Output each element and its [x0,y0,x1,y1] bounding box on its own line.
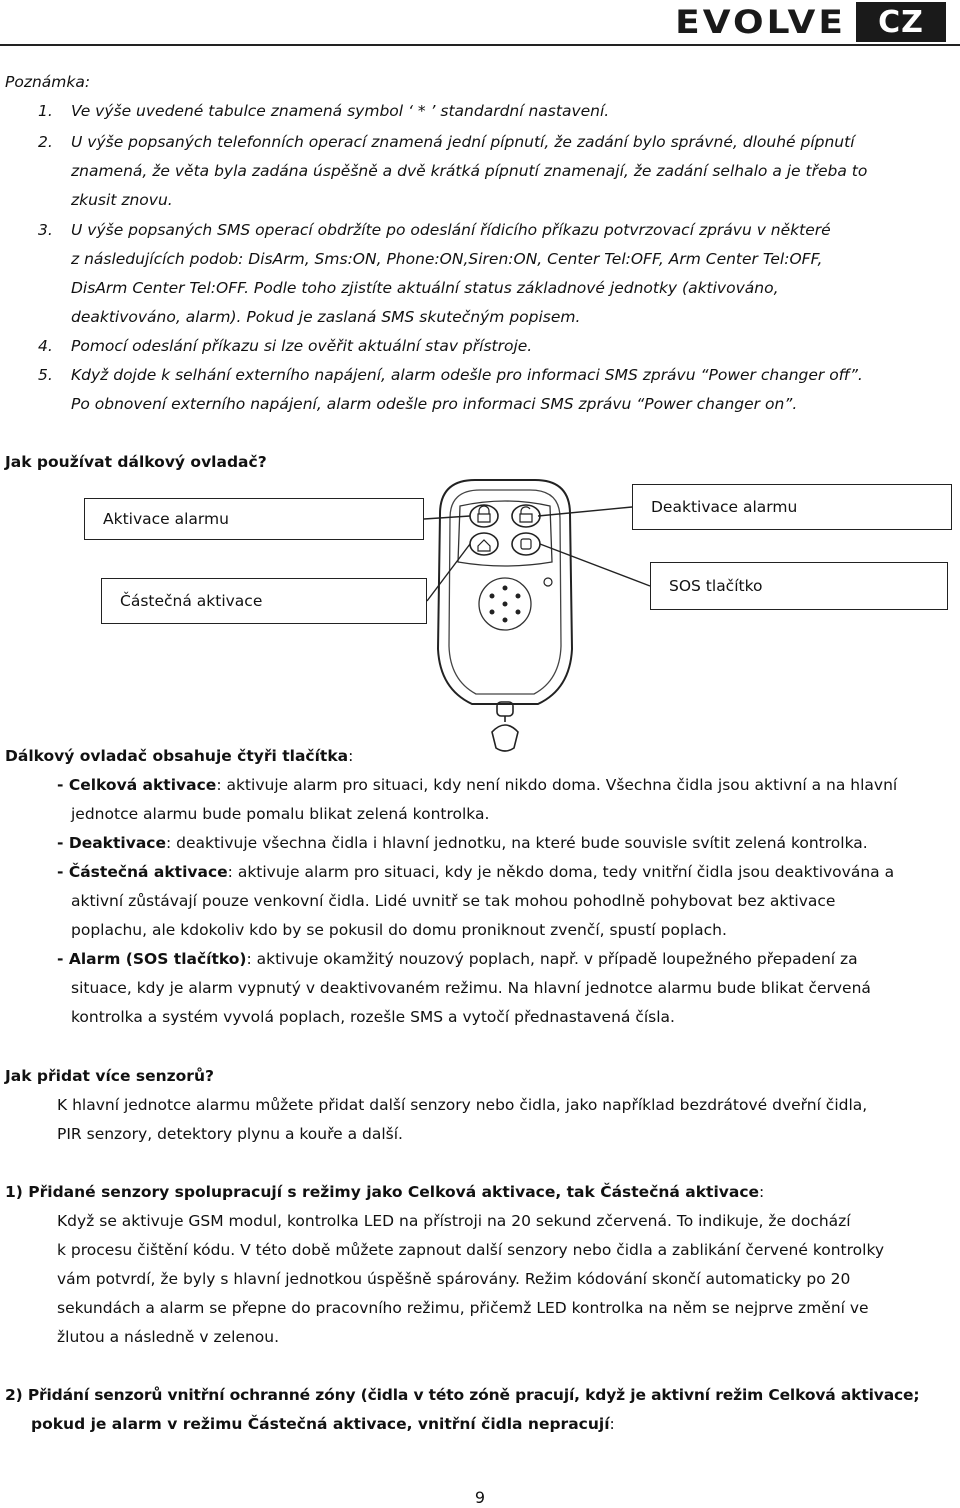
remote-item-line: kontrolka a systém vyvolá poplach, rozešle SMS a vytočí přednastavená čísla. [71,1008,675,1026]
label-disarm-text: Deaktivace alarmu [651,498,798,516]
remote-intro [5,746,353,766]
remote-item-arm [57,775,897,795]
connector-disarm [538,507,632,516]
note-line: Pomocí odeslání příkazu si lze ověřit aktuální stav přístroje. [71,337,533,355]
logo-text: EVOLVE [675,3,846,41]
item-dash: - [57,863,69,881]
section2-heading: 2) Přidání senzorů vnitřní ochranné zóny (čidla v této zóně pracují, když je aktivní režim Celková aktivace; [5,1386,920,1404]
note-line: zkusit znovu. [71,191,173,209]
remote-item-partial [57,862,894,882]
item-dash: - [57,950,69,968]
section1-line: vám potvrdí, že byly s hlavní jednotkou úspěšně spárovány. Režim kódování skončí automaticky po 20 [57,1270,851,1288]
section2-heading-line2 [31,1414,615,1434]
item-text: : aktivuje alarm pro situaci, kdy není nikdo doma. Všechna čidla jsou aktivní a na hlavní [216,776,898,794]
label-partial-text: Částečná aktivace [120,592,263,610]
note-line: U výše popsaných SMS operací obdržíte po odeslání řídicího příkazu potvrzovací zprávu v některé [71,221,831,239]
note-line: deaktivováno, alarm). Pokud je zaslaná SMS skutečným popisem. [71,308,581,326]
section1-heading [5,1182,764,1202]
item-dash: - [57,834,69,852]
item-term: Celková aktivace [68,776,217,794]
item-text: : deaktivuje všechna čidla i hlavní jednotku, na které bude souvisle svítit zelená kontrolka. [165,834,868,852]
remote-item-line: situace, kdy je alarm vypnutý v deaktivovaném režimu. Na hlavní jednotce alarmu bude blikat červená [71,979,871,997]
label-arm-text: Aktivace alarmu [103,510,229,528]
note-line: znamená, že věta byla zadána úspěšně a dvě krátká pípnutí znamenají, že zadání selhalo a je třeba to [71,162,868,180]
remote-intro-bold: Dálkový ovladač obsahuje čtyři tlačítka [5,747,349,765]
note-num-2: 2. [38,133,53,151]
section1-heading-colon: : [759,1183,765,1201]
note-line: Po obnovení externího napájení, alarm odešle pro informaci SMS zprávu “Power changer on”. [71,395,798,413]
section1-line: sekundách a alarm se přepne do pracovního režimu, přičemž LED kontrolka na něm se nejprve změní ve [57,1299,869,1317]
remote-intro-colon: : [348,747,354,765]
logo-country: CZ [856,2,946,42]
connector-arm [424,516,470,519]
connector-sos [540,544,650,586]
item-text: : aktivuje okamžitý nouzový poplach, např. v případě loupežného přepadení za [246,950,858,968]
item-text: : aktivuje alarm pro situaci, kdy je někdo doma, tedy vnitřní čidla jsou deaktivována a [227,863,895,881]
label-connectors [0,0,960,700]
item-term: Deaktivace [68,834,166,852]
note-num-1: 1. [38,102,53,120]
section1-line: žlutou a následně v zelenou. [57,1328,280,1346]
label-sos-text: SOS tlačítko [669,577,763,595]
remote-item-line: poplachu, ale kdokoliv kdo by se pokusil do domu proniknout zvenčí, spustí poplach. [71,921,727,939]
section2-line2-text: pokud je alarm v režimu Částečná aktivace, vnitřní čidla nepracují [31,1415,610,1433]
note-num-3: 3. [38,221,53,239]
note-num-4: 4. [38,337,53,355]
remote-item-line: jednotce alarmu bude pomalu blikat zelená kontrolka. [71,805,490,823]
section1-heading-text: 1) Přidané senzory spolupracují s režimy jako Celková aktivace, tak Částečná aktivace [5,1183,760,1201]
note-line: z následujících podob: DisArm, Sms:ON, Phone:ON,Siren:ON, Center Tel:OFF, Arm Center Tel:OFF, [71,250,823,268]
note-line: DisArm Center Tel:OFF. Podle toho zjistíte aktuální status základnové jednotky (aktivováno, [71,279,779,297]
sensors-heading: Jak přidat více senzorů? [5,1067,214,1085]
remote-heading: Jak používat dálkový ovladač? [5,453,267,471]
note-num-5: 5. [38,366,53,384]
remote-item-line: aktivní zůstávají pouze venkovní čidla. Lidé uvnitř se tak mohou pohodlně pohybovat bez aktivace [71,892,836,910]
note-line: Když dojde k selhání externího napájení, alarm odešle pro informaci SMS zprávu “Power changer off”. [71,366,863,384]
note-line: Ve výše uvedené tabulce znamená symbol ‘ * ’ standardní nastavení. [71,102,610,120]
page-number: 9 [474,1488,486,1507]
connector-partial [427,544,470,601]
item-term: Částečná aktivace [68,863,228,881]
section1-line: Když se aktivuje GSM modul, kontrolka LED na přístroji na 20 sekund zčervená. To indikuje, že dochází [57,1212,851,1230]
item-dash: - [57,776,69,794]
note-line: U výše popsaných telefonních operací znamená jední pípnutí, že zadání bylo správné, dlouhé pípnutí [71,133,855,151]
remote-item-sos [57,949,858,969]
note-title: Poznámka: [5,73,91,91]
item-term: Alarm (SOS tlačítko) [68,950,247,968]
sensors-line: PIR senzory, detektory plynu a kouře a další. [57,1125,403,1143]
remote-item-disarm [57,833,868,853]
keyring-clip [492,725,518,751]
section2-line2-colon: : [609,1415,615,1433]
section1-line: k procesu čištění kódu. V této době můžete zapnout další senzory nebo čidla a zablikání červené kontrolky [57,1241,885,1259]
sensors-line: K hlavní jednotce alarmu můžete přidat další senzory nebo čidla, jako například bezdrátové dveřní čidla, [57,1096,868,1114]
